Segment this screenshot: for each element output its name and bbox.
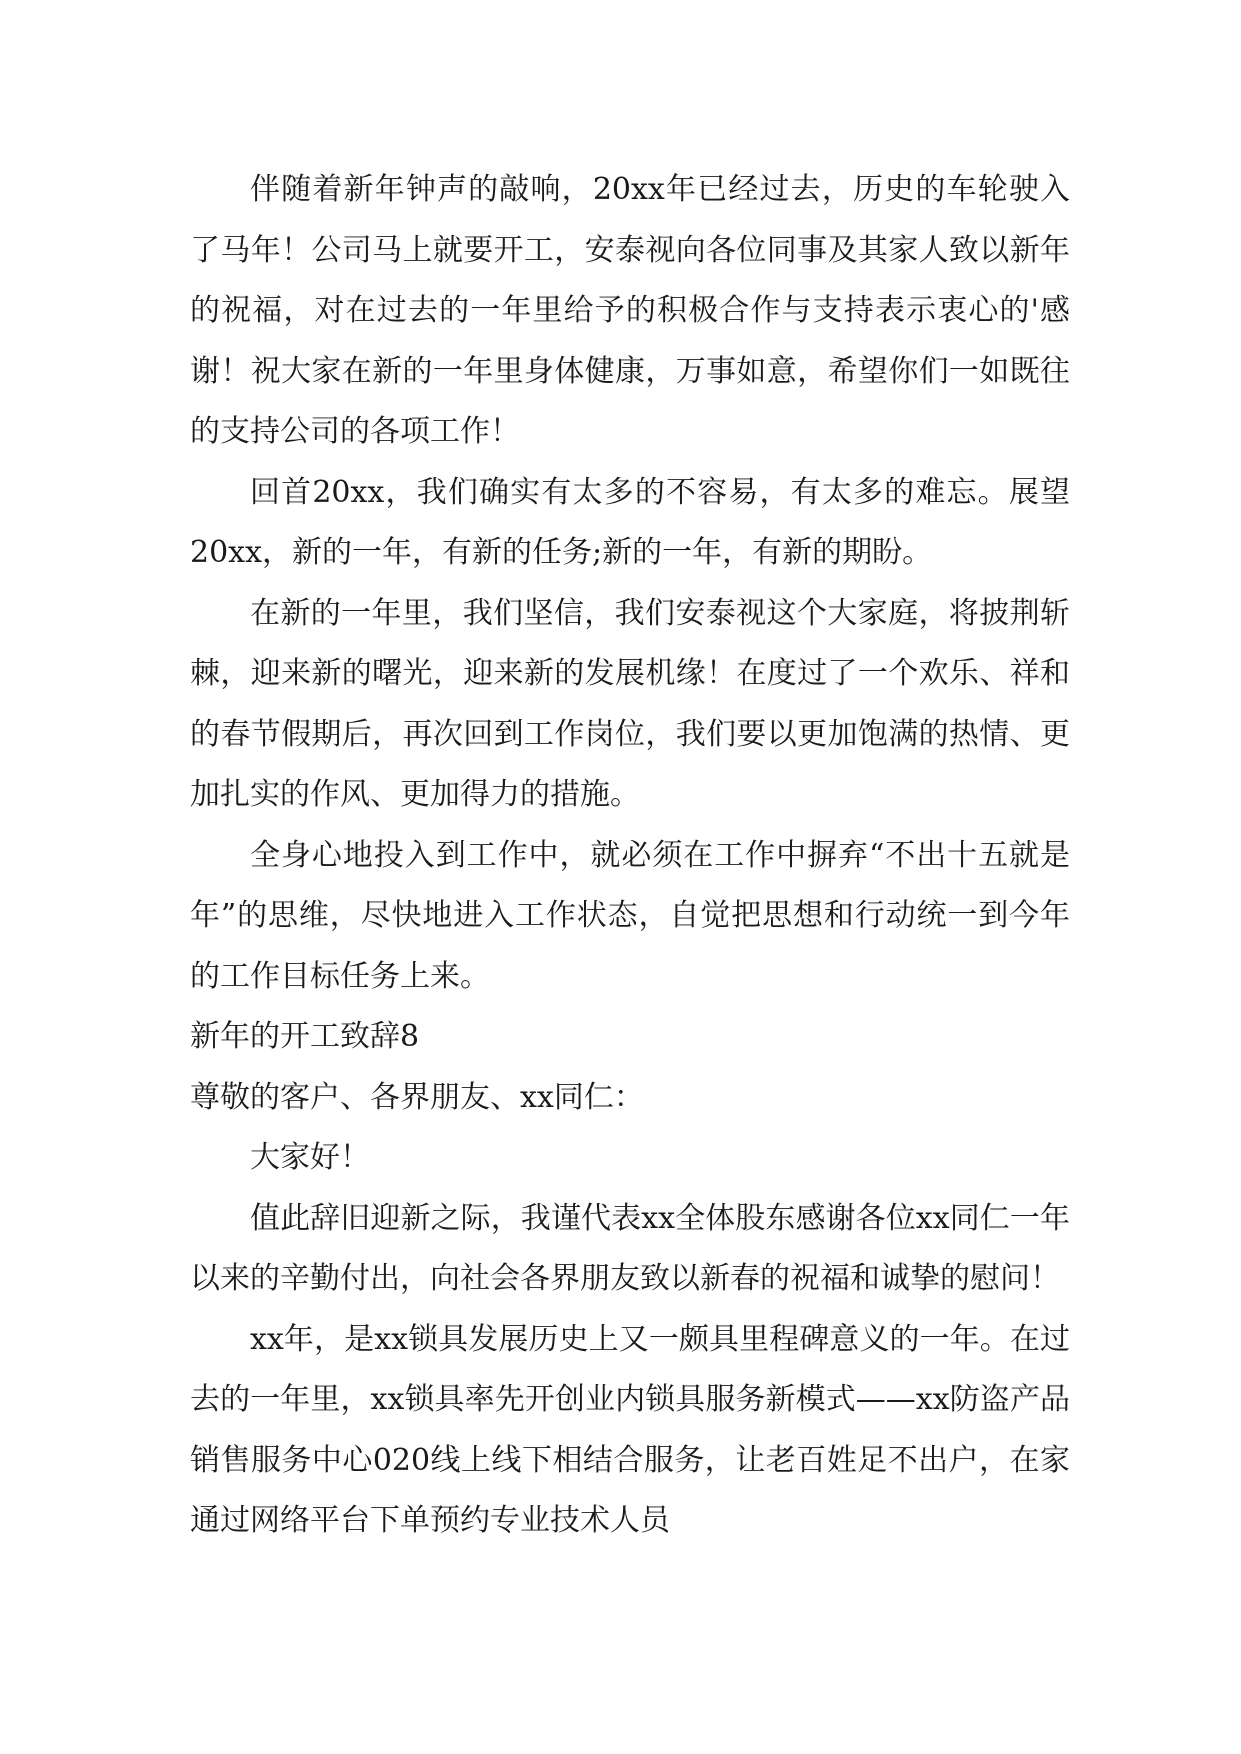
paragraph-milestone: xx年，是xx锁具发展历史上又一颇具里程碑意义的一年。在过去的一年里，xx锁具率先开创业内锁具服务新模式——xx防盗产品销售服务中心020线上线下相结合服务，让老百姓足不出户，在家通过网络平台下单预约专业技术人员 [190, 1321, 1070, 1538]
greeting-line: 大家好！ [250, 1140, 370, 1175]
paragraph-work-state: 全身心地投入到工作中，就必须在工作中摒弃“不出十五就是年”的思维，尽快地进入工作状态，自觉把思想和行动统一到今年的工作目标任务上来。 [190, 837, 1070, 994]
paragraph-review-outlook: 回首20xx，我们确实有太多的不容易，有太多的难忘。展望20xx，新的一年，有新的任务;新的一年，有新的期盼。 [190, 474, 1070, 570]
salutation: 尊敬的客户、各界朋友、xx同仁： [190, 1079, 644, 1115]
document-body [190, 160, 1070, 1552]
paragraph-thanks: 值此辞旧迎新之际，我谨代表xx全体股东感谢各位xx同仁一年以来的辛勤付出，向社会各界朋友致以新春的祝福和诚挚的慰问！ [190, 1200, 1070, 1296]
paragraph-new-year-greeting: 伴随着新年钟声的敲响，20xx年已经过去，历史的车轮驶入了马年！公司马上就要开工，安泰视向各位同事及其家人致以新年的祝福，对在过去的一年里给予的积极合作与支持表示衷心的'感谢！祝大家在新的一年里身体健康，万事如意，希望你们一如既往的支持公司的各项工作！ [190, 172, 1070, 449]
paragraph-new-year-belief: 在新的一年里，我们坚信，我们安泰视这个大家庭，将披荆斩棘，迎来新的曙光，迎来新的发展机缘！在度过了一个欢乐、祥和的春节假期后，再次回到工作岗位，我们要以更加饱满的热情、更加扎实的作风、更加得力的措施。 [190, 595, 1070, 812]
section-heading: 新年的开工致辞8 [190, 1019, 420, 1054]
